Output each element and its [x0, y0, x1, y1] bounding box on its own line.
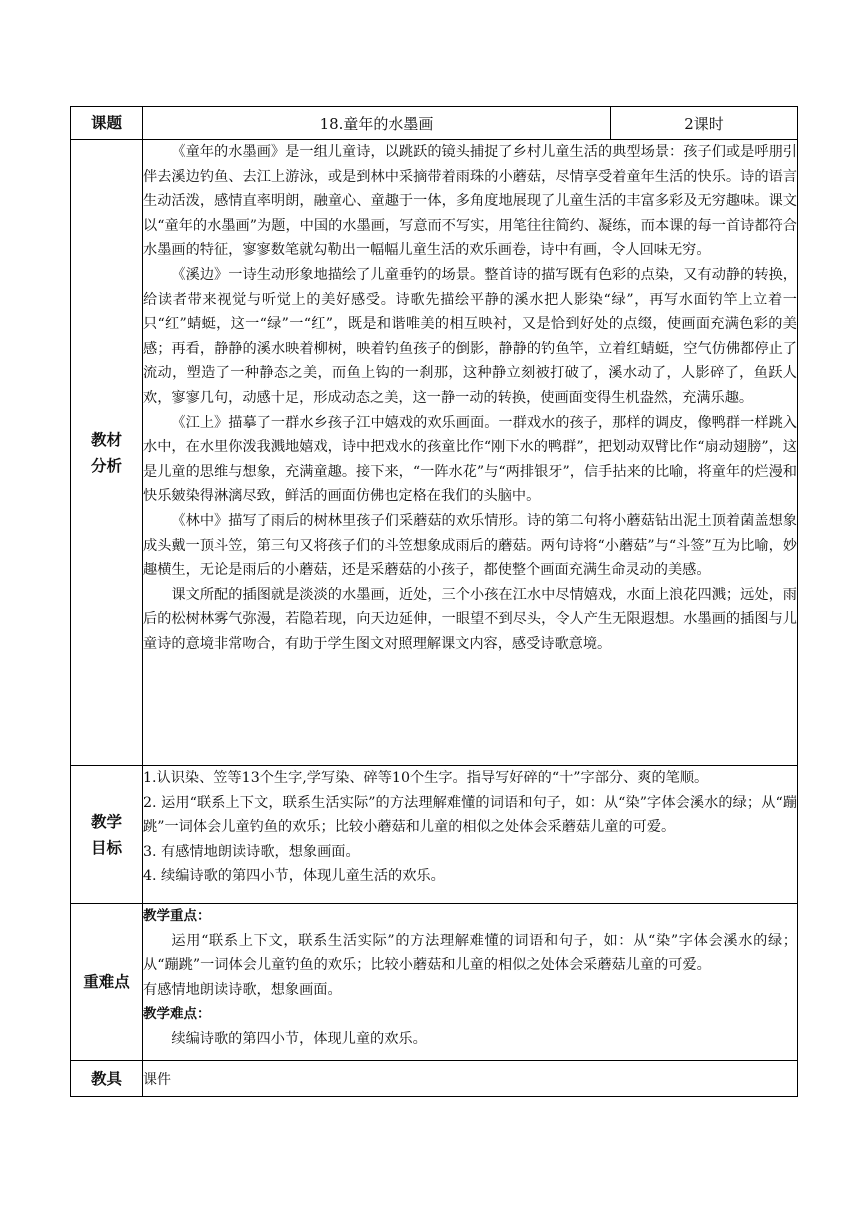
analysis-label-line2: 分析	[90, 456, 122, 475]
analysis-label-line1: 教材	[90, 430, 122, 449]
goals-row	[71, 766, 798, 904]
goal-item: 4. 续编诗歌的第四小节，体现儿童生活的欢乐。	[143, 868, 445, 885]
header-row	[71, 107, 798, 140]
difficulty-heading: 教学难点：	[143, 1006, 211, 1023]
analysis-row	[71, 140, 798, 766]
analysis-paragraph: 《江上》描摹了一群水乡孩子江中嬉戏的欢乐画面。一群戏水的孩子，那样的调皮，像鸭群一样跳入水中，在水里你泼我溅地嬉戏，诗中把戏水的孩童比作“刚下水的鸭群”，把划动双臂比作“扇动翅膀”，这是儿童的思维与想象，充满童趣。接下来，“一阵水花”与“两排银牙”，信手拈来的比喻，将童年的烂漫和快乐皴染得淋漓尽致，鲜活的画面仿佛也定格在我们的头脑中。	[143, 414, 797, 505]
tools-row	[71, 1061, 798, 1097]
analysis-paragraph: 课文所配的插图就是淡淡的水墨画，近处，三个小孩在江水中尽情嬉戏，水面上浪花四溅；远处，雨后的松树林雾气弥漫，若隐若现，向天边延伸，一眼望不到尽头，令人产生无限遐想。水墨画的插图与儿童诗的意境非常吻合，有助于学生图文对照理解课文内容，感受诗歌意境。	[143, 586, 797, 652]
focus-heading: 教学重点：	[143, 908, 211, 924]
key-points-row	[71, 904, 798, 1061]
goals-label-line1: 教学	[90, 812, 122, 831]
topic-label: 课题	[71, 107, 143, 140]
focus-text: 运用“联系上下文，联系生活实际”的方法理解难懂的词语和句子，如：从“染”字体会溪水的绿；从“蹦跳”一词体会儿童钓鱼的欢乐；比较小蘑菇和儿童的相似之处体会采蘑菇儿童的可爱。	[143, 932, 797, 974]
goals-label-line2: 目标	[90, 838, 122, 857]
tools-label: 教具	[71, 1061, 143, 1097]
goal-item: 2. 运用“联系上下文，联系生活实际”的方法理解难懂的词语和句子，如：从“染”字体会溪水的绿；从“蹦跳”一词体会儿童钓鱼的欢乐；比较小蘑菇和儿童的相似之处体会采蘑菇儿童的可爱。	[143, 794, 797, 836]
tools-value: 课件	[143, 1061, 798, 1097]
key-points-label: 重难点	[71, 904, 143, 1061]
key-points-content	[143, 904, 798, 1061]
focus-text-extra: 有感情地朗读诗歌，想象画面。	[143, 981, 342, 998]
difficulty-text: 续编诗歌的第四小节，体现儿童的欢乐。	[171, 1030, 427, 1047]
goals-content	[143, 766, 798, 904]
analysis-paragraph: 《溪边》一诗生动形象地描绘了儿童垂钓的场景。整首诗的描写既有色彩的点染，又有动静的转换，给读者带来视觉与听觉上的美好感受。诗歌先描绘平静的溪水把人影染“绿”，再写水面钓竿上立着一只“红”蜻蜓，这一“绿”一“红”，既是和谐唯美的相互映衬，又是恰到好处的点缀，使画面充满色彩的美感；再看，静静的溪水映着柳树，映着钓鱼孩子的倒影，静静的钓鱼竿，立着红蜻蜓，空气仿佛都停止了流动，塑造了一种静态之美，而鱼上钩的一刹那，这种静立刻被打破了，溪水动了，人影碎了，鱼跃人欢，寥寥几句，动感十足，形成动态之美，这一静一动的转换，使画面变得生机盎然，充满乐趣。	[143, 266, 797, 406]
analysis-label	[71, 140, 143, 766]
analysis-paragraph: 《林中》描写了雨后的树林里孩子们采蘑菇的欢乐情形。诗的第二句将小蘑菇钻出泥土顶着菌盖想象成头戴一顶斗笠，第三句又将孩子们的斗笠想象成雨后的蘑菇。两句诗将“小蘑菇”与“斗签”互为比喻，妙趣横生，无论是雨后的小蘑菇，还是采蘑菇的小孩子，都使整个画面充满生命灵动的美感。	[143, 512, 797, 579]
goals-label	[71, 766, 143, 904]
goal-item: 3. 有感情地朗读诗歌，想象画面。	[143, 843, 360, 860]
class-hours: 2课时	[611, 107, 798, 140]
lesson-title: 18.童年的水墨画	[143, 107, 611, 140]
lesson-plan-table	[70, 106, 798, 1097]
analysis-content	[143, 140, 798, 766]
analysis-paragraph: 《童年的水墨画》是一组儿童诗，以跳跃的镜头捕捉了乡村儿童生活的典型场景：孩子们或是呼朋引伴去溪边钓鱼、去江上游泳，或是到林中采摘带着雨珠的小蘑菇，尽情享受着童年生活的快乐。诗的语言生动活泼，感情直率明朗，融童心、童趣于一体，多角度地展现了儿童生活的丰富多彩及无穷趣味。课文以“童年的水墨画”为题，中国的水墨画，写意而不写实，用笔往往简约、凝练，而本课的每一首诗都符合水墨画的特征，寥寥数笔就勾勒出一幅幅儿童生活的欢乐画卷，诗中有画，令人回味无穷。	[143, 144, 797, 259]
goal-item: 1.认识染、笠等13个生字,学写染、碎等10个生字。指导写好碎的“十”字部分、爽的笔顺。	[143, 770, 709, 786]
